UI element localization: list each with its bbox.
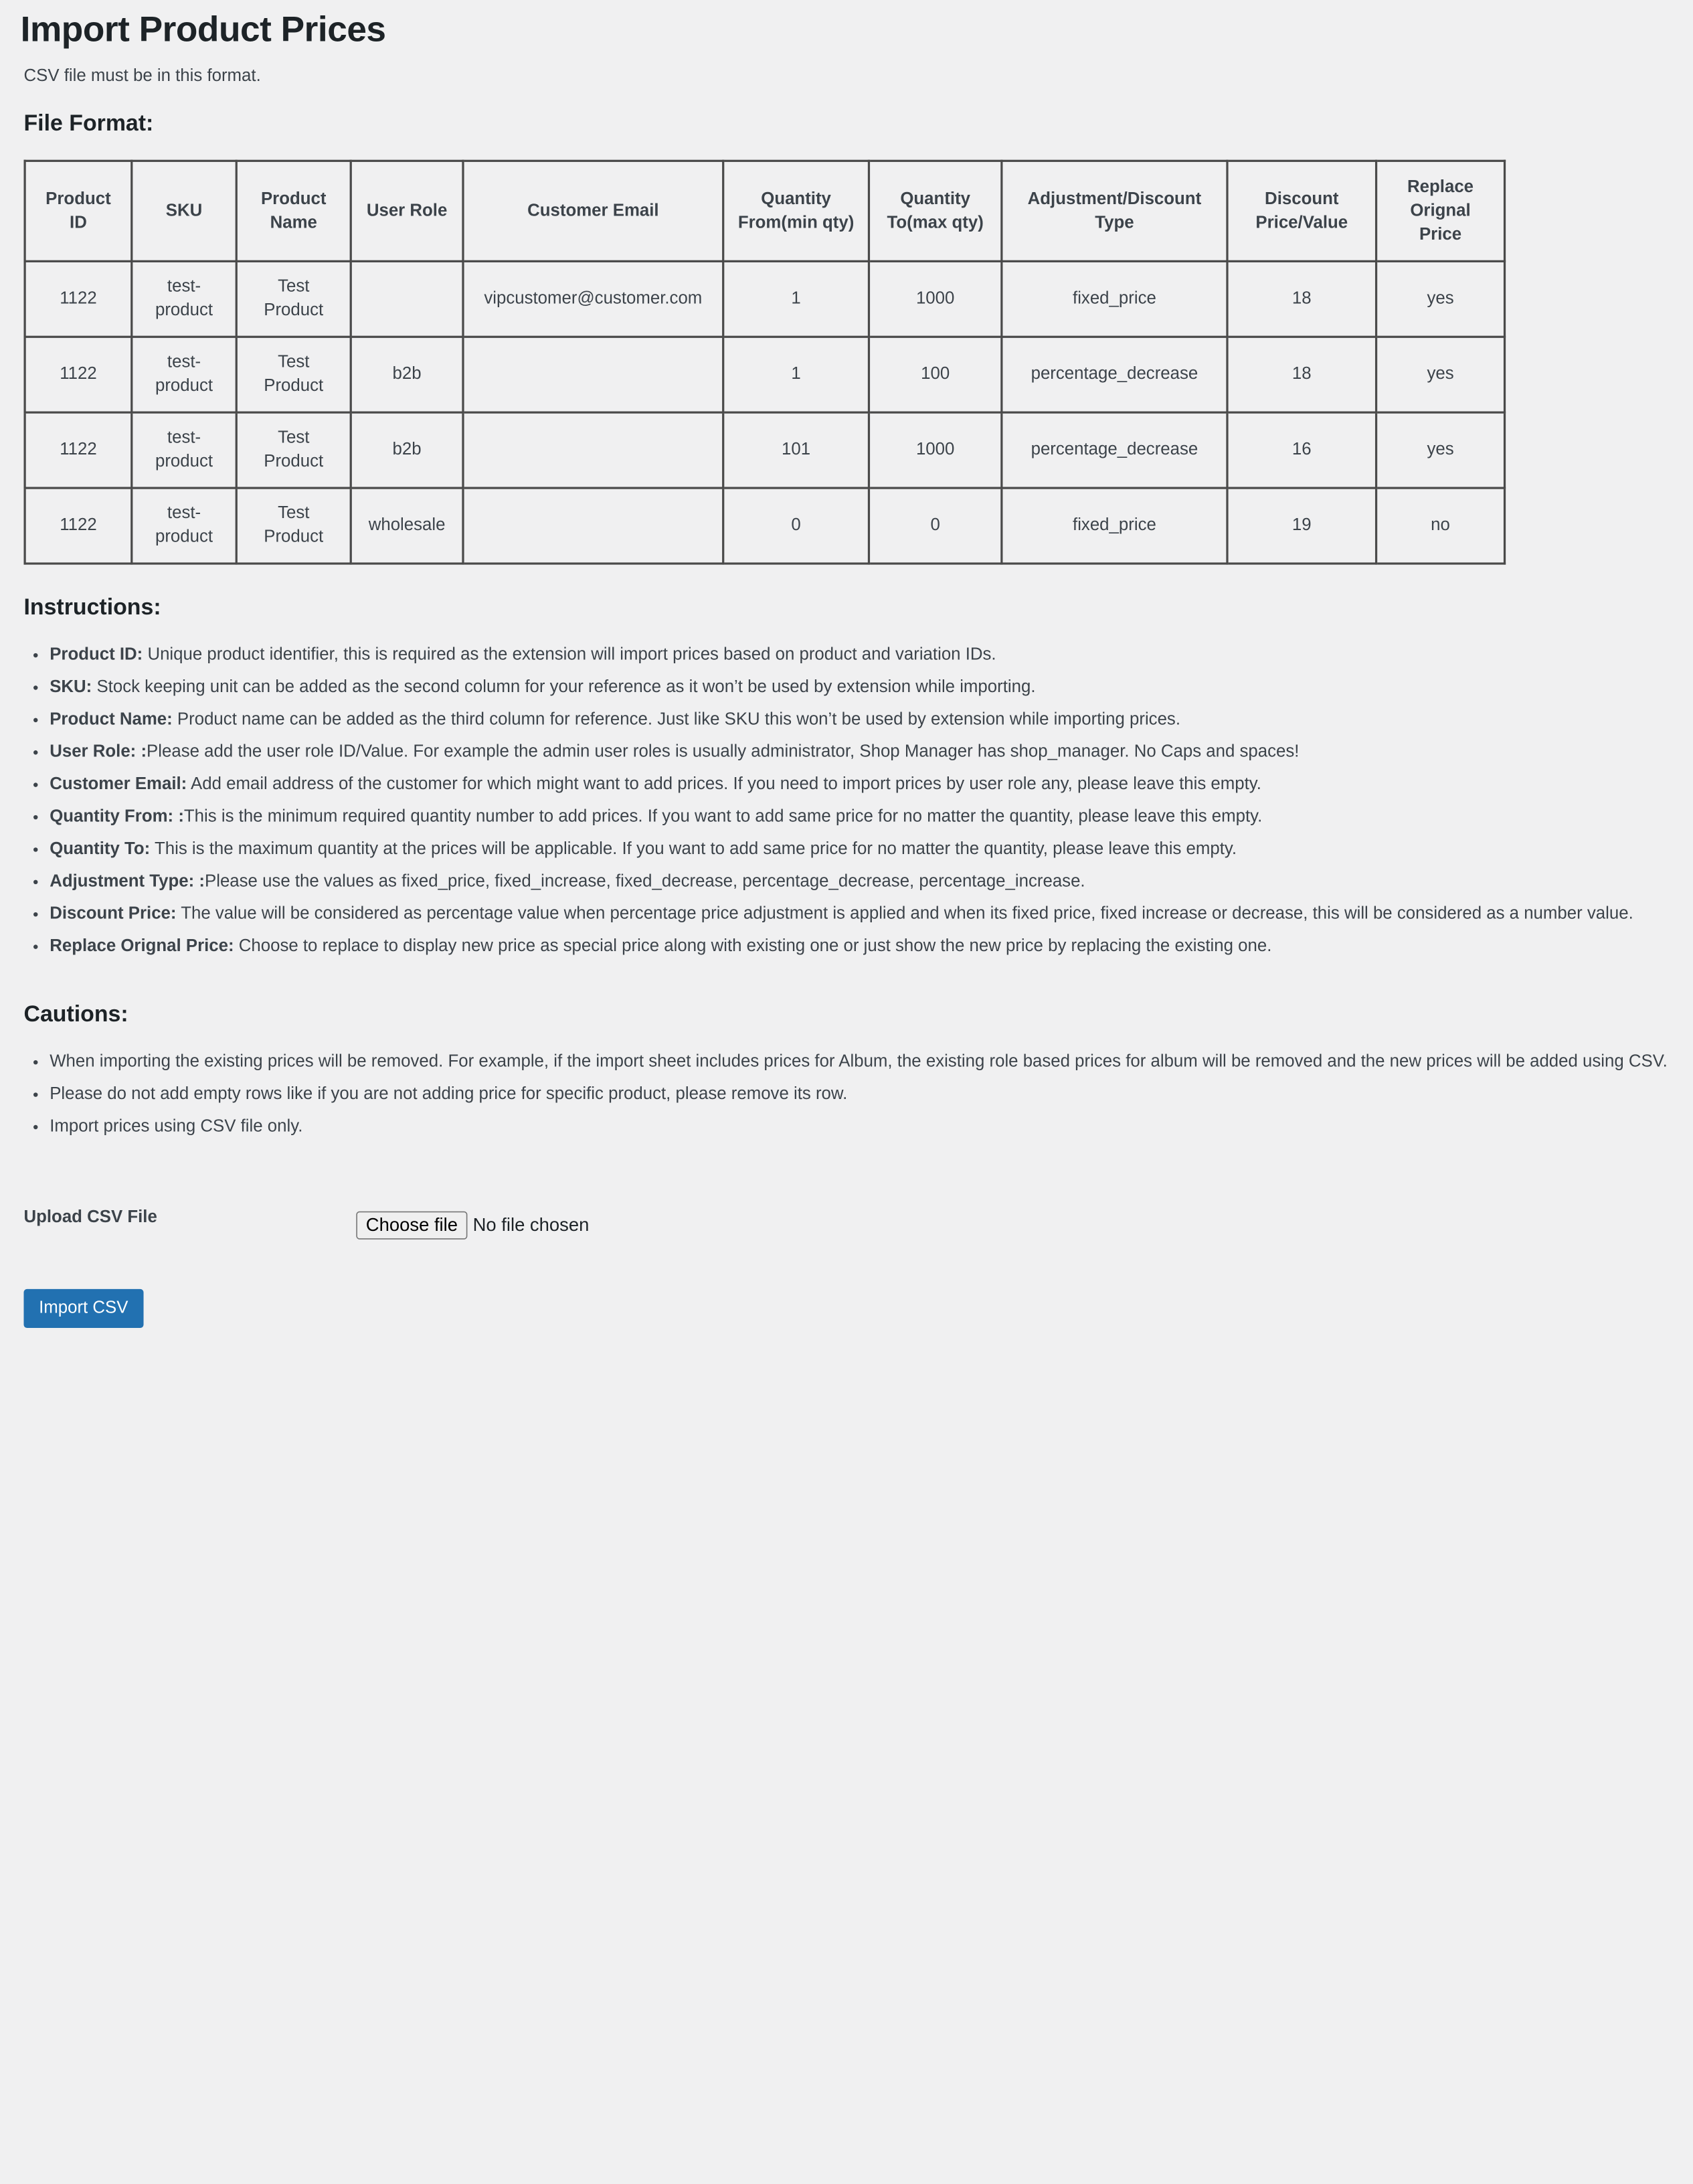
list-item: • Please do not add empty rows like if you are not adding price for specific product, please remove its row. [50,1083,1690,1106]
column-header: Quantity To(max qty) [869,161,1001,261]
table-cell: b2b [351,412,463,488]
table-header-row [25,161,1504,261]
list-item [50,773,1690,796]
table-cell: 1122 [25,337,132,412]
file-format-heading: File Format: [23,111,154,137]
table-cell [463,412,723,488]
table-cell: test-product [132,412,236,488]
instruction-text: This is the minimum required quantity number to add prices. If you want to add same price for no matter the quantity, please leave this empty. [183,807,1263,826]
table-cell: 1122 [25,488,132,564]
table-cell: 0 [723,488,869,564]
column-header: Quantity From(min qty) [723,161,869,261]
file-status-text: No file chosen [472,1214,590,1236]
instructions-heading: Instructions: [23,594,161,620]
table-cell: 19 [1227,488,1376,564]
table-cell [351,261,463,337]
table-cell: Test Product [236,412,351,488]
cautions-heading: Cautions: [23,1001,128,1027]
table-cell: 18 [1227,261,1376,337]
instruction-text: Stock keeping unit can be added as the second column for your reference as it won’t be used by extension while importing. [92,677,1036,697]
table-row [25,261,1504,337]
table-cell [463,488,723,564]
instruction-term: Discount Price: [50,904,177,924]
table-cell: percentage_decrease [1002,337,1227,412]
table-cell: percentage_decrease [1002,412,1227,488]
list-item [50,676,1690,699]
table-cell: 1122 [25,412,132,488]
instruction-text: The value will be considered as percentage value when percentage price adjustment is applied and when its fixed price, fixed increase or decrease, this will be considered as a number value. [176,904,1633,924]
table-row [25,488,1504,564]
table-cell: test-product [132,261,236,337]
choose-file-button[interactable]: Choose file [356,1211,467,1240]
instruction-term: Customer Email: [50,775,187,794]
list-item [50,741,1690,764]
instruction-text: Product name can be added as the third column for reference. Just like SKU this won’t be used by extension while importing prices. [172,710,1181,729]
table-cell: fixed_price [1002,488,1227,564]
column-header: Replace Orignal Price [1376,161,1505,261]
instructions-list [23,643,1690,967]
table-cell: test-product [132,488,236,564]
table-cell: b2b [351,337,463,412]
table-row [25,412,1504,488]
table-cell: test-product [132,337,236,412]
table-cell: vipcustomer@customer.com [463,261,723,337]
table-cell: 0 [869,488,1001,564]
table-cell: 16 [1227,412,1376,488]
instruction-term: Product ID: [50,645,143,664]
table-cell: fixed_price [1002,261,1227,337]
instruction-text: Please add the user role ID/Value. For example the admin user roles is usually administrator, Shop Manager has shop_manager. No Caps and spaces! [147,742,1300,762]
file-format-table [23,160,1506,565]
list-item [50,708,1690,732]
upload-csv-label: Upload CSV File [23,1207,157,1227]
table-cell: Test Product [236,488,351,564]
column-header: Customer Email [463,161,723,261]
instruction-term: SKU: [50,677,92,697]
file-input[interactable] [356,1211,589,1240]
table-cell: yes [1376,337,1505,412]
instruction-term: Replace Orignal Price: [50,937,234,956]
instruction-text: Unique product identifier, this is required as the extension will import prices based on product and variation IDs. [143,645,996,664]
instruction-term: Product Name: [50,710,173,729]
list-item: • Import prices using CSV file only. [50,1115,1690,1139]
page-title: Import Product Prices [20,8,386,49]
instruction-text: Choose to replace to display new price as special price along with existing one or just show the new price by replacing the existing one. [234,937,1272,956]
table-cell: 1000 [869,261,1001,337]
instruction-term: Adjustment Type: : [50,872,205,891]
intro-text: CSV file must be in this format. [23,67,261,86]
table-cell: 100 [869,337,1001,412]
table-cell [463,337,723,412]
column-header: Product Name [236,161,351,261]
cautions-list [23,1050,1690,1147]
table-cell: yes [1376,261,1505,337]
list-item [50,902,1690,926]
instruction-term: Quantity To: [50,839,151,859]
list-item: • When importing the existing prices will be removed. For example, if the import sheet includes prices for Album, the existing role based prices for album will be removed and the new prices will be added using CSV. [50,1050,1690,1074]
table-cell: 18 [1227,337,1376,412]
table-cell: Test Product [236,337,351,412]
instruction-term: Quantity From: : [50,807,184,826]
table-cell: yes [1376,412,1505,488]
list-item [50,870,1690,894]
column-header: Discount Price/Value [1227,161,1376,261]
list-item [50,935,1690,958]
instruction-term: User Role: : [50,742,147,762]
table-cell: 1000 [869,412,1001,488]
table-cell: wholesale [351,488,463,564]
import-csv-button[interactable]: Import CSV [23,1289,143,1328]
table-cell: 1 [723,337,869,412]
list-item [50,805,1690,829]
list-item [50,643,1690,667]
list-item [50,838,1690,861]
column-header: SKU [132,161,236,261]
table-cell: 101 [723,412,869,488]
column-header: User Role [351,161,463,261]
table-cell: 1122 [25,261,132,337]
table-row [25,337,1504,412]
column-header: Adjustment/Discount Type [1002,161,1227,261]
instruction-text: Add email address of the customer for which might want to add prices. If you need to import prices by user role any, please leave this empty. [187,775,1261,794]
instruction-text: This is the maximum quantity at the prices will be applicable. If you want to add same price for no matter the quantity, please leave this empty. [150,839,1237,859]
column-header: Product ID [25,161,132,261]
table-cell: 1 [723,261,869,337]
instruction-text: Please use the values as fixed_price, fixed_increase, fixed_decrease, percentage_decrease, percentage_increase. [204,872,1085,891]
table-cell: Test Product [236,261,351,337]
table-cell: no [1376,488,1505,564]
